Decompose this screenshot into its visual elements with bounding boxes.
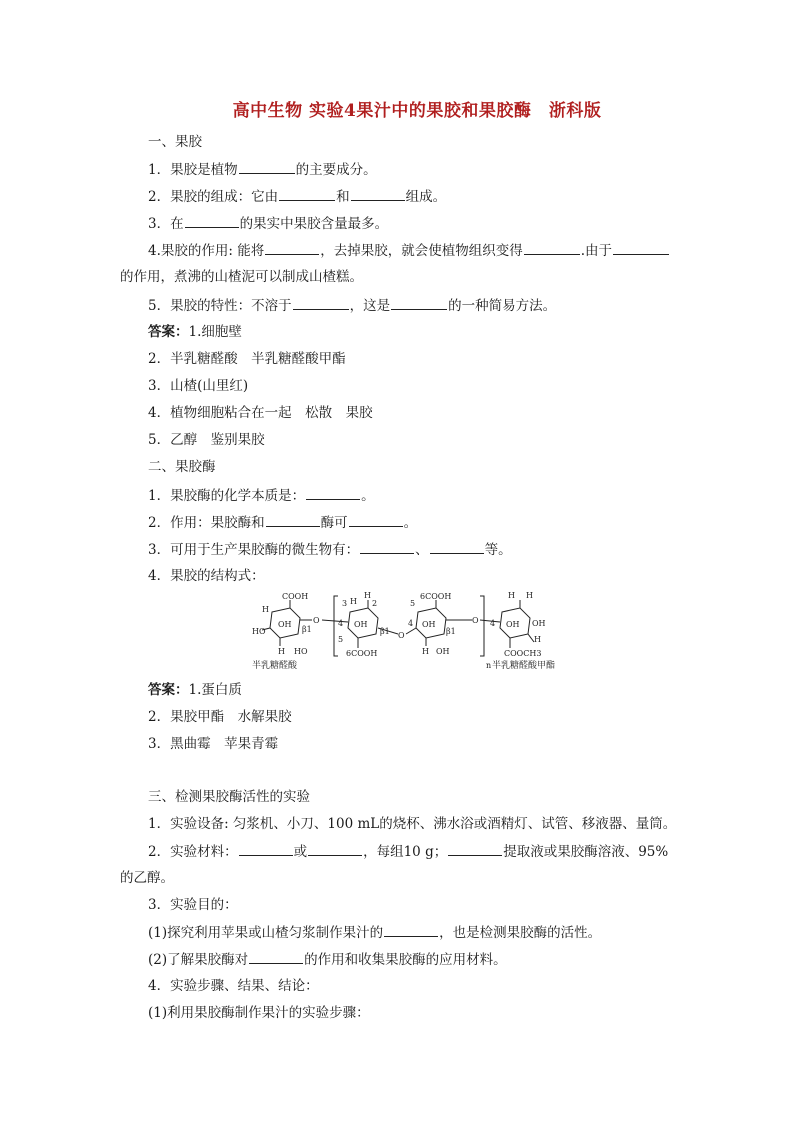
formula-cooh-label: COOH — [282, 592, 309, 601]
formula-o-label: O — [472, 616, 479, 625]
formula-h-label: H — [508, 591, 515, 600]
fill-blank[interactable] — [279, 187, 335, 201]
answer-1-5: 5．乙醇 鉴别果胶 — [148, 432, 265, 448]
formula-num-label: 5 — [338, 635, 344, 644]
fill-blank[interactable] — [293, 296, 349, 310]
question-1-3: 3．在 的果实中果胶含量最多。 — [148, 216, 389, 232]
formula-n-label: n — [486, 661, 492, 670]
answer-2-2: 2．果胶甲酯 水解果胶 — [148, 709, 292, 725]
page-title: 高中生物 实验4果汁中的果胶和果胶酶 浙科版 — [232, 101, 602, 121]
formula-ho-label: HO — [294, 647, 308, 656]
formula-num-label: 4 — [338, 619, 344, 628]
formula-h-label: H — [262, 605, 269, 614]
formula-oh-label: OH — [278, 620, 292, 629]
experiment-materials: 2．实验材料： 或 ，每组10 g； 提取液或果胶酶溶液、95% — [148, 844, 669, 860]
formula-h-label: H — [422, 647, 429, 656]
formula-num-label: 2 — [372, 599, 378, 608]
formula-o-label: O — [313, 616, 320, 625]
fill-blank[interactable] — [384, 923, 438, 937]
fill-blank[interactable] — [524, 241, 580, 255]
experiment-steps-heading: 4．实验步骤、结果、结论： — [148, 978, 319, 994]
fill-blank[interactable] — [430, 540, 484, 554]
question-1-5: 5．果胶的特性：不溶于 ，这是 的一种简易方法。 — [148, 298, 557, 314]
section-heading-experiment: 三、检测果胶酶活性的实验 — [148, 789, 310, 805]
formula-h-label: H — [534, 635, 541, 644]
formula-ho-label: HO — [252, 627, 266, 636]
fill-blank[interactable] — [448, 842, 502, 856]
formula-cooch3-label: COOCH3 — [504, 649, 542, 658]
question-2-1: 1．果胶酶的化学本质是： 。 — [148, 488, 375, 504]
formula-beta-label: β1 — [380, 627, 390, 636]
formula-oh-label: OH — [354, 620, 368, 629]
answer-1-1: 答案：1.细胞壁 — [148, 324, 242, 340]
question-2-3: 3．可用于生产果胶酶的微生物有： 、 等。 — [148, 542, 512, 558]
fill-blank[interactable] — [391, 296, 447, 310]
formula-beta-label: β1 — [446, 627, 456, 636]
experiment-purpose-1: (1)探究利用苹果或山楂匀浆制作果汁的 ，也是检测果胶酶的活性。 — [148, 925, 602, 941]
question-1-4: 4.果胶的作用: 能将 ，去掉果胶，就会使植物组织变得 .由于 — [148, 241, 670, 260]
question-2-2: 2．作用：果胶酶和 酶可 。 — [148, 515, 418, 531]
fill-blank[interactable] — [266, 513, 320, 527]
formula-oh-label: OH — [436, 647, 450, 656]
fill-blank[interactable] — [613, 241, 669, 255]
fill-blank[interactable] — [308, 842, 362, 856]
question-1-4-cont: 的作用，煮沸的山楂泥可以制成山楂糕。 — [120, 269, 363, 285]
fill-blank[interactable] — [249, 950, 303, 964]
formula-left-caption: 半乳糖醛酸 — [252, 661, 298, 671]
fill-blank[interactable] — [351, 187, 405, 201]
experiment-equipment: 1．实验设备: 匀浆机、小刀、100 mL的烧杯、沸水浴或酒精灯、试管、移液器、量筒。 — [148, 816, 677, 832]
fill-blank[interactable] — [306, 486, 360, 500]
formula-cooh-label: 6COOH — [420, 592, 452, 601]
fill-blank[interactable] — [239, 160, 295, 174]
fill-blank[interactable] — [360, 540, 414, 554]
answer-1-2: 2．半乳糖醛酸 半乳糖醛酸甲酯 — [148, 351, 346, 367]
fill-blank[interactable] — [185, 214, 239, 228]
experiment-steps-1: (1)利用果胶酶制作果汁的实验步骤： — [148, 1005, 370, 1021]
experiment-purpose-heading: 3．实验目的： — [148, 897, 238, 913]
formula-h-label: H — [278, 647, 285, 656]
fill-blank[interactable] — [239, 842, 293, 856]
answer-2-1: 答案：1.蛋白质 — [148, 682, 242, 698]
formula-num-label: 3 — [342, 599, 348, 608]
pectin-structure-diagram — [250, 590, 575, 672]
formula-cooh-label: 6COOH — [346, 649, 378, 658]
fill-blank[interactable] — [349, 513, 403, 527]
pectin-structure-figure — [250, 590, 575, 672]
formula-beta-label: β1 — [302, 625, 312, 634]
question-1-1: 1．果胶是植物 的主要成分。 — [148, 162, 377, 178]
answer-label: 答案： — [148, 324, 189, 340]
formula-h-label: H — [526, 591, 533, 600]
formula-num-label: 5 — [410, 599, 416, 608]
question-1-2: 2．果胶的组成：它由 和 组成。 — [148, 189, 447, 205]
section-heading-pectin: 一、果胶 — [148, 134, 202, 150]
answer-1-4: 4．植物细胞粘合在一起 松散 果胶 — [148, 405, 373, 421]
formula-oh-label: OH — [532, 619, 546, 628]
formula-oh-label: OH — [506, 620, 520, 629]
formula-h-label: H — [364, 591, 371, 600]
formula-oh-label: OH — [422, 620, 436, 629]
fill-blank[interactable] — [265, 241, 319, 255]
formula-num-label: 4 — [408, 619, 414, 628]
formula-o-label: O — [398, 631, 405, 640]
section-heading-pectinase: 二、果胶酶 — [148, 459, 216, 475]
answer-1-3: 3．山楂(山里红) — [148, 378, 249, 394]
answer-label: 答案： — [148, 682, 189, 698]
experiment-purpose-2: (2)了解果胶酶对 的作用和收集果胶酶的应用材料。 — [148, 952, 507, 968]
formula-h-label: H — [350, 597, 357, 606]
answer-2-3: 3．黑曲霉 苹果青霉 — [148, 736, 279, 752]
experiment-materials-cont: 的乙醇。 — [120, 870, 174, 886]
formula-num-label: 4 — [490, 619, 496, 628]
formula-right-caption: 半乳糖醛酸甲酯 — [492, 661, 556, 671]
question-2-4: 4．果胶的结构式： — [148, 568, 265, 584]
